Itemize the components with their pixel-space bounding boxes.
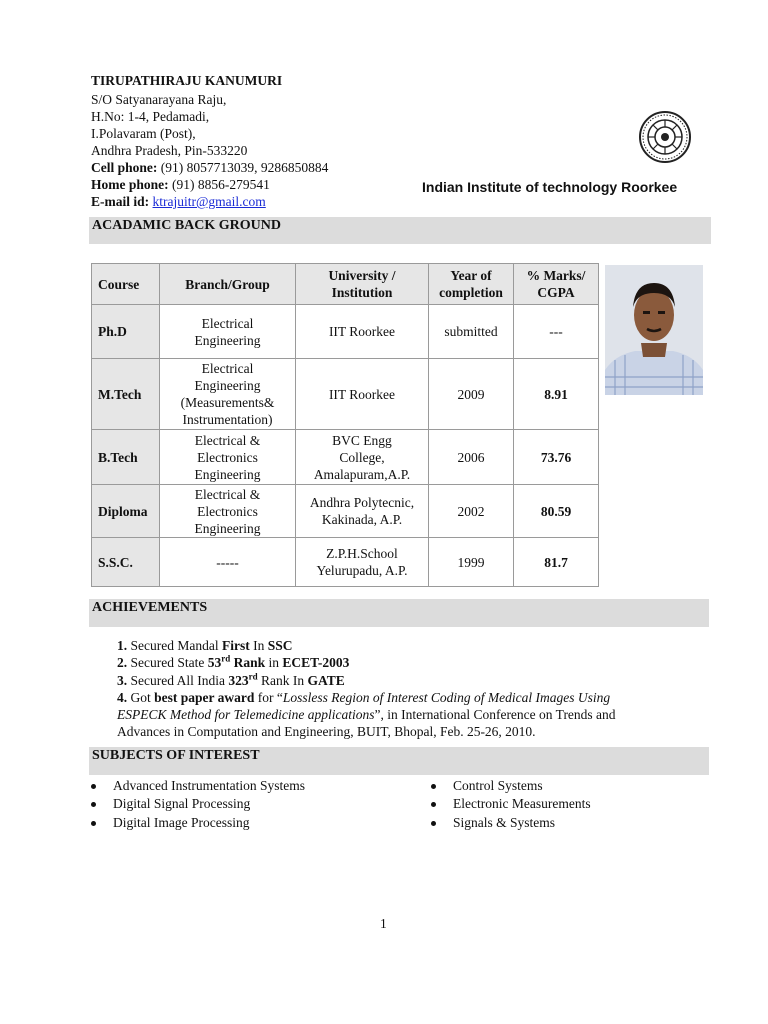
section-subjects-title: SUBJECTS OF INTEREST: [89, 747, 709, 775]
subject-item: Advanced Instrumentation Systems: [113, 778, 305, 793]
institute-seal-icon: [638, 110, 692, 164]
year-cell: submitted: [429, 305, 514, 359]
profile-photo-icon: [605, 265, 703, 395]
subject-item: Digital Image Processing: [113, 815, 250, 830]
university-cell: Z.P.H.School Yelurupadu, A.P.: [296, 538, 429, 587]
table-row: [92, 430, 599, 485]
achievement-item: 3. Secured All India 323rd Rank In GATE: [117, 671, 345, 688]
branch-cell: Electrical & Electronics Engineering: [160, 485, 296, 538]
table-header-row: [92, 264, 599, 305]
achievement-item: 4. Got best paper award for “Lossless Region of Interest Coding of Medical Images Using: [117, 690, 611, 705]
page-number: 1: [380, 916, 387, 931]
section-achievements-title: ACHIEVEMENTS: [89, 599, 709, 627]
address-line: S/O Satyanarayana Raju,: [91, 92, 227, 107]
table-row: [92, 305, 599, 359]
header-branch: Branch/Group: [160, 264, 296, 305]
table-row: [92, 538, 599, 587]
header-year: Year of completion: [429, 264, 514, 305]
header-university: University / Institution: [296, 264, 429, 305]
bullet-icon: [91, 784, 96, 789]
cell-phone-label: Cell phone:: [91, 160, 158, 175]
year-cell: 2006: [429, 430, 514, 485]
university-cell: Andhra Polytecnic, Kakinada, A.P.: [296, 485, 429, 538]
header-marks: % Marks/ CGPA: [514, 264, 599, 305]
course-cell: Ph.D: [92, 305, 160, 359]
marks-cell: 73.76: [514, 430, 599, 485]
subject-item: Digital Signal Processing: [113, 796, 251, 811]
achievement-item-continued: ESPECK Method for Telemedicine applications”, in International Conference on Trends and: [117, 707, 616, 722]
home-phone-value: (91) 8856-279541: [168, 177, 270, 192]
email: [91, 193, 266, 210]
year-cell: 1999: [429, 538, 514, 587]
achievement-item: 1. Secured Mandal First In SSC: [117, 638, 293, 653]
bullet-icon: [91, 802, 96, 807]
home-phone: [91, 176, 270, 193]
bullet-icon: [91, 821, 96, 826]
table-row: [92, 485, 599, 538]
table-row: [92, 359, 599, 430]
branch-cell: Electrical & Electronics Engineering: [160, 430, 296, 485]
institute-name: Indian Institute of technology Roorkee: [422, 179, 678, 195]
marks-cell: 80.59: [514, 485, 599, 538]
branch-cell: -----: [160, 538, 296, 587]
achievement-item: 2. Secured State 53rd Rank in ECET-2003: [117, 653, 350, 670]
branch-cell: Electrical Engineering: [160, 305, 296, 359]
candidate-name: TIRUPATHIRAJU KANUMURI: [91, 73, 283, 88]
bullet-icon: [431, 821, 436, 826]
home-phone-label: Home phone:: [91, 177, 169, 192]
branch-cell: Electrical Engineering (Measurements& Instrumentation): [160, 359, 296, 430]
course-cell: S.S.C.: [92, 538, 160, 587]
header-course: Course: [92, 264, 160, 305]
university-cell: BVC Engg College, Amalapuram,A.P.: [296, 430, 429, 485]
email-link[interactable]: ktrajuitr@gmail.com: [152, 194, 266, 209]
email-label: E-mail id:: [91, 194, 150, 209]
university-cell: IIT Roorkee: [296, 305, 429, 359]
cell-phone-value: (91) 8057713039, 9286850884: [157, 160, 329, 175]
course-cell: B.Tech: [92, 430, 160, 485]
cell-phone: [91, 159, 328, 176]
marks-cell: 81.7: [514, 538, 599, 587]
marks-cell: ---: [514, 305, 599, 359]
achievement-item-continued: Advances in Computation and Engineering, BUIT, Bhopal, Feb. 25-26, 2010.: [117, 724, 536, 739]
year-cell: 2002: [429, 485, 514, 538]
university-cell: IIT Roorkee: [296, 359, 429, 430]
address-line: H.No: 1-4, Pedamadi,: [91, 109, 210, 124]
address-line: I.Polavaram (Post),: [91, 126, 196, 141]
course-cell: Diploma: [92, 485, 160, 538]
bullet-icon: [431, 802, 436, 807]
address-line: Andhra Pradesh, Pin-533220: [91, 143, 248, 158]
year-cell: 2009: [429, 359, 514, 430]
subject-item: Electronic Measurements: [453, 796, 591, 811]
course-cell: M.Tech: [92, 359, 160, 430]
subject-item: Signals & Systems: [453, 815, 556, 830]
bullet-icon: [431, 784, 436, 789]
subject-item: Control Systems: [453, 778, 543, 793]
marks-cell: 8.91: [514, 359, 599, 430]
section-academic-title: ACADAMIC BACK GROUND: [89, 217, 711, 244]
academic-table: [91, 263, 599, 587]
